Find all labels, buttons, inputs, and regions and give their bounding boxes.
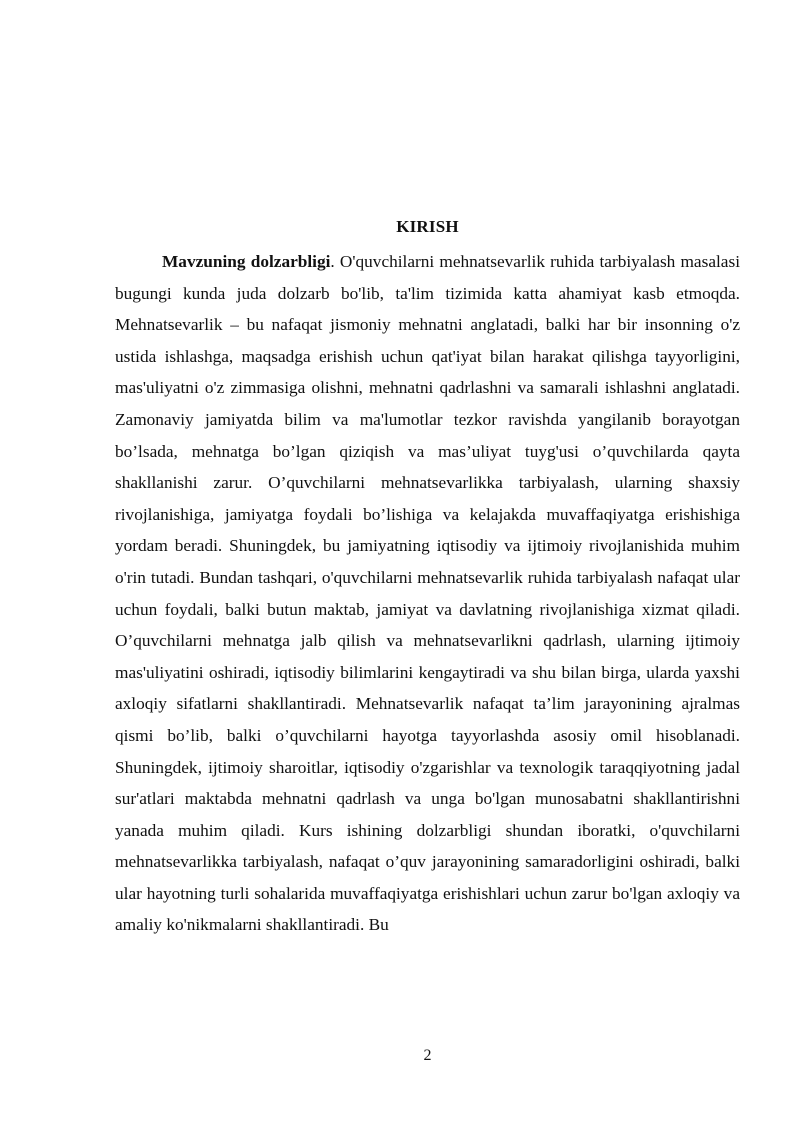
paragraph-text: O'quvchilarni mehnatsevarlik ruhida tarbiyalash masalasi bugungi kunda juda dolzarb bo'lib, ta'lim tizimida katta ahamiyat kasb etmoqda. Mehnatsevarlik – bu nafaqat jismoniy mehnatni anglatadi, balki har bir insonning o'z ustida ishlashga, maqsadga erishish uchun qat'iyat bilan harakat qilishga tayyorligini, mas'uliyatni o'z zimmasiga olishni, mehnatni qadrlashni va samarali ishlashni anglatadi. Zamonaviy jamiyatda bilim va ma'lumotlar tezkor ravishda yangilanib borayotgan bo’lsada, mehnatga bo’lgan qiziqish va mas’uliyat tuyg'usi o’quvchilarda qayta shakllanishi zarur. O’quvchilarni mehnatsevarlikka tarbiyalash, ularning shaxsiy rivojlanishiga, jamiyatga foydali bo’lishiga va kelajakda muvaffaqiyatga erishishiga yordam beradi. Shuningdek, bu jamiyatning iqtisodiy va ijtimoiy rivojlanishida muhim o'rin tutadi. Bundan tashqari, o'quvchilarni mehnatsevarlik ruhida tarbiyalash nafaqat ular uchun foydali, balki butun maktab, jamiyat va davlatning rivojlanishiga xizmat qiladi. O’quvchilarni mehnatga jalb qilish va mehnatsevarlikni qadrlash, ularning ijtimoiy mas'uliyatini oshiradi, iqtisodiy bilimlarini kengaytiradi va shu bilan birga, ularda yaxshi axloqiy sifatlarni shakllantiradi. Mehnatsevarlik nafaqat ta’lim jarayonining ajralmas qismi bo’lib, balki o’quvchilarni hayotga tayyorlashda asosiy omil hisoblanadi. Shuningdek, ijtimoiy sharoitlar, iqtisodiy o'zgarishlar va texnologik taraqqiyotning jadal sur'atlari maktabda mehnatni qadrlash va unga bo'lgan munosabatni shakllantirishni yanada muhim qiladi. Kurs ishining dolzarbligi shundan iboratki, o'quvchilarni mehnatsevarlikka tarbiyalash, nafaqat o’quv jarayonining samaradorligini oshiradi, balki ular hayotning turli sohalarida muvaffaqiyatga erishishlari uchun zarur bo'lgan axloqiy va amaliy ko'nikmalarni shakllantiradi. Bu (115, 252, 740, 935)
body-paragraph (115, 246, 740, 941)
section-heading: KIRISH (396, 217, 459, 236)
paragraph-lead: Mavzuning dolzarbligi (162, 252, 331, 271)
paragraph-lead-punct: . (330, 252, 335, 271)
page-number: 2 (423, 1047, 432, 1064)
